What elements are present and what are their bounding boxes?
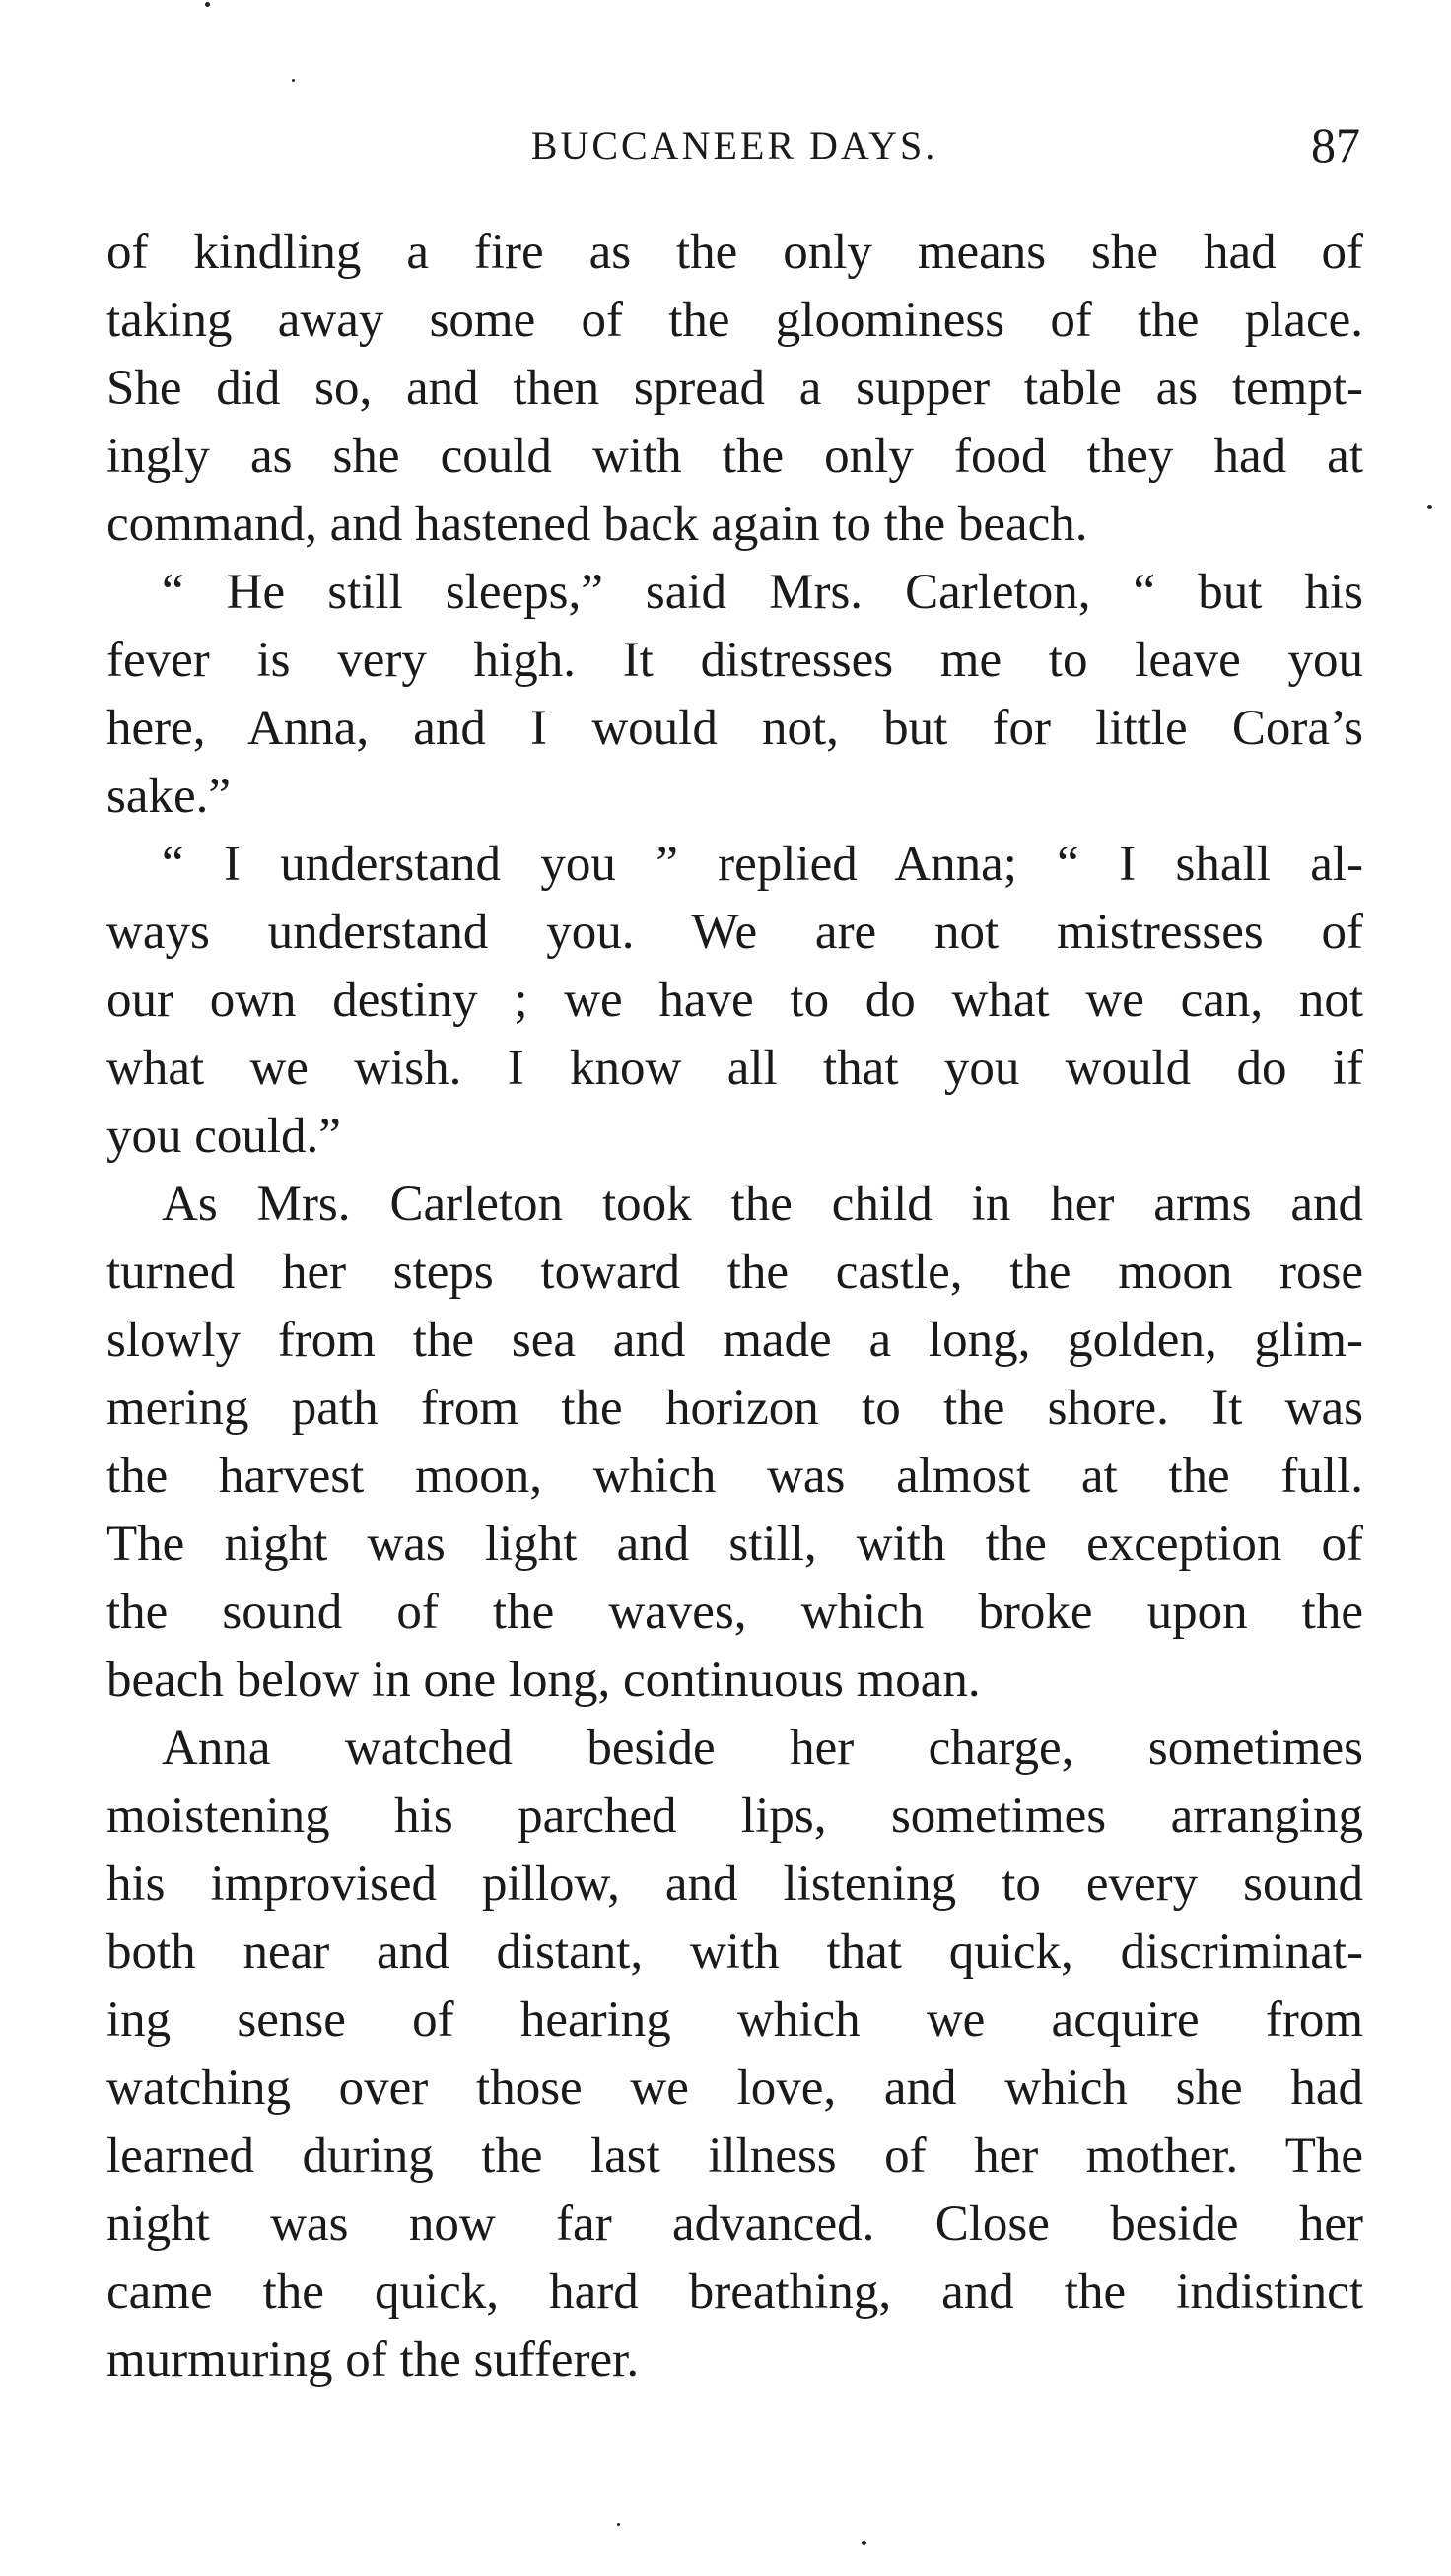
text-line: murmuring of the sufferer. [106, 2333, 640, 2388]
text-line: night was now far advanced. Close beside her [106, 2197, 1363, 2252]
text-line: turned her steps toward the castle, the moon rose [106, 1245, 1363, 1300]
text-line: mering path from the horizon to the shore. It was [106, 1381, 1363, 1436]
text-line: moistening his parched lips, sometimes arranging [106, 1789, 1363, 1844]
print-speck [205, 2, 210, 7]
text-line: She did so, and then spread a supper table as tempt- [106, 361, 1363, 416]
text-line: slowly from the sea and made a long, golden, glim- [106, 1313, 1363, 1368]
running-head [108, 116, 1360, 185]
text-line: watching over those we love, and which she had [106, 2061, 1363, 2116]
text-line: what we wish. I know all that you would do if [106, 1041, 1363, 1096]
text-line: our own destiny ; we have to do what we can, not [106, 973, 1363, 1028]
text-line: of kindling a fire as the only means she had of [106, 225, 1363, 280]
print-speck [862, 2541, 866, 2545]
text-line: sake.” [106, 769, 232, 824]
text-line: ingly as she could with the only food they had at [106, 429, 1363, 484]
text-line: here, Anna, and I would not, but for little Cora’s [106, 701, 1363, 756]
text-line: the sound of the waves, which broke upon the [106, 1585, 1363, 1640]
text-line: “ He still sleeps,” said Mrs. Carleton, “ but his [162, 565, 1363, 620]
text-line: you could.” [106, 1109, 341, 1164]
running-title: BUCCANEER DAYS. [530, 123, 938, 168]
text-line: ing sense of hearing which we acquire from [106, 1993, 1363, 2048]
text-line: fever is very high. It distresses me to leave you [106, 633, 1363, 688]
text-line: beach below in one long, continuous moan. [106, 1653, 981, 1708]
text-line: learned during the last illness of her mother. The [106, 2129, 1363, 2184]
page-number: 87 [1311, 117, 1360, 172]
text-line: The night was light and still, with the exception of [106, 1517, 1363, 1572]
text-line: command, and hastened back again to the beach. [106, 497, 1088, 552]
text-line: “ I understand you ” replied Anna; “ I shall al- [162, 837, 1363, 892]
print-speck [292, 79, 295, 82]
text-line: both near and distant, with that quick, discriminat- [106, 1925, 1363, 1980]
print-speck [1427, 505, 1432, 509]
text-line: ways understand you. We are not mistresses of [106, 905, 1363, 960]
text-line: came the quick, hard breathing, and the indistinct [106, 2265, 1363, 2320]
body-text [106, 219, 1363, 2395]
text-line: Anna watched beside her charge, sometimes [162, 1721, 1363, 1776]
text-line: the harvest moon, which was almost at the full. [106, 1449, 1363, 1504]
text-line: As Mrs. Carleton took the child in her arms and [162, 1177, 1363, 1232]
print-speck [617, 2523, 620, 2526]
text-line: his improvised pillow, and listening to every sound [106, 1857, 1363, 1912]
text-line: taking away some of the gloominess of the place. [106, 293, 1363, 348]
